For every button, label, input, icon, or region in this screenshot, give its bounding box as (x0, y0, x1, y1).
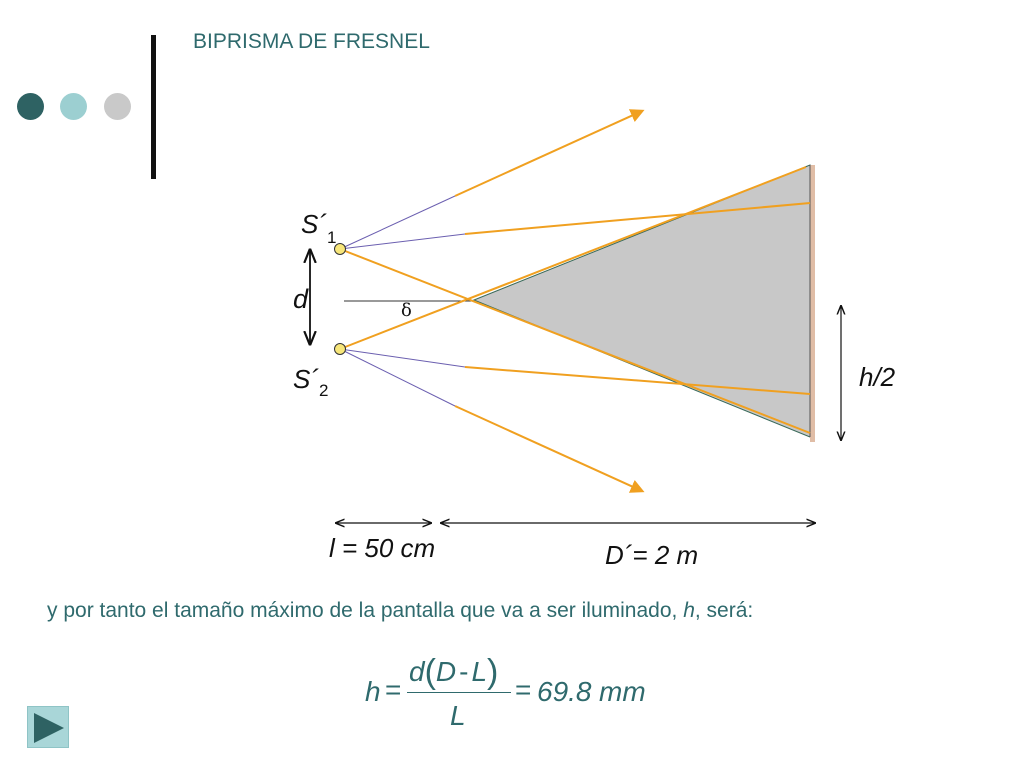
ray-lower-outer (455, 406, 642, 491)
formula-numerator (409, 651, 498, 690)
formula-unit: mm (599, 676, 646, 707)
virtual-ray-upper-inner (340, 234, 465, 249)
next-slide-button[interactable] (27, 706, 69, 748)
source-s2 (335, 344, 346, 355)
screen (810, 165, 815, 442)
play-triangle-icon (28, 707, 70, 749)
source-s1 (335, 244, 346, 255)
sentence-text-before: y por tanto el tamaño máximo de la pantalla que va a ser iluminado, (47, 599, 684, 622)
numerator-minus: - (459, 656, 469, 687)
formula-lhs: h (365, 676, 381, 707)
delta-label: δ (401, 300, 412, 321)
fraction-bar (407, 692, 511, 693)
source1-subscript: 1 (327, 228, 337, 247)
numerator-d: d (409, 656, 425, 687)
numerator-L: L (471, 656, 488, 687)
numerator-D: D (435, 656, 457, 687)
h-half-label: h/2 (859, 362, 896, 392)
ray-upper-outer (455, 111, 642, 196)
explanation-sentence (47, 599, 753, 623)
slide-title: BIPRISMA DE FRESNEL (193, 30, 430, 53)
d-label: d (293, 284, 309, 314)
formula-equals-2: = (515, 674, 532, 705)
l-distance-label: l = 50 cm (329, 533, 436, 563)
sentence-text-after: , será: (694, 599, 754, 622)
formula-value: 69.8 (537, 676, 592, 707)
sentence-variable-h: h (683, 599, 695, 622)
numerator-paren-open: ( (424, 653, 436, 691)
source1-label: $S´_1$ (301, 209, 337, 247)
formula-denominator: L (450, 700, 466, 731)
numerator-paren-close: ) (487, 653, 499, 691)
formula-equals: = (385, 674, 402, 705)
virtual-ray-upper-outer (340, 196, 455, 249)
source2-subscript: 2 (319, 381, 329, 400)
D-distance-label: D´= 2 m (605, 540, 699, 570)
prism-region (474, 165, 810, 437)
source2-label: $S´_2$ (293, 364, 329, 400)
